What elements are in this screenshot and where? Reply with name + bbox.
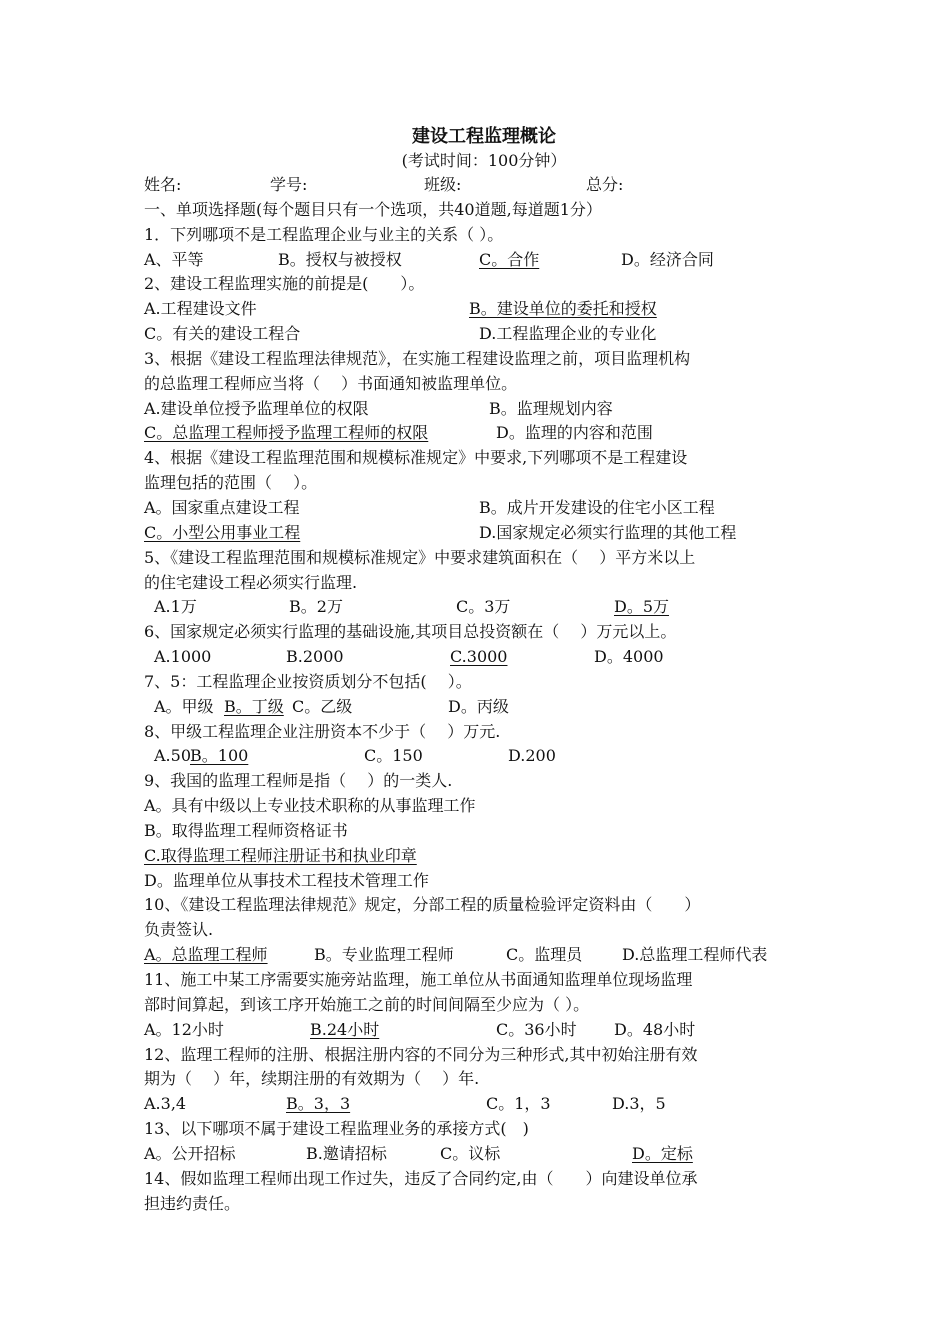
option-b-answer: B。100 <box>190 746 249 766</box>
option-d: D。丙级 <box>448 696 509 716</box>
question-4-options-row2 <box>144 521 824 546</box>
option-c-answer: C。小型公用事业工程 <box>144 522 301 542</box>
option-d: D。4000 <box>594 647 664 667</box>
question-3-options-row2 <box>144 421 824 446</box>
option-d: D.200 <box>508 746 556 766</box>
option-d: D.国家规定必须实行监理的其他工程 <box>479 522 737 542</box>
option-d: D。经济合同 <box>621 249 714 269</box>
class-label: 班级: <box>424 175 462 194</box>
question-7-stem: 7、5：工程监理企业按资质划分不包括( ）。 <box>144 671 472 691</box>
option-b: B。专业监理工程师 <box>314 945 454 965</box>
question-3-options-row1 <box>144 397 824 422</box>
option-a: A。甲级 <box>154 696 214 716</box>
option-a: A.3,4 <box>144 1094 187 1114</box>
question-14-stem-line1: 14、假如监理工程师出现工作过失，违反了合同约定,由（ ）向建设单位承 <box>144 1168 698 1188</box>
question-9-stem: 9、我国的监理工程师是指（ ）的一类人. <box>144 771 453 791</box>
question-2-options-row2 <box>144 322 824 347</box>
option-c-answer: C.3000 <box>450 647 508 667</box>
option-c-answer: C。合作 <box>479 249 540 269</box>
question-11-options <box>144 1018 824 1043</box>
option-a-answer: A。总监理工程师 <box>144 945 268 965</box>
question-4-stem-line1: 4、根据《建设工程监理范围和规模标准规定》中要求,下列哪项不是工程建设 <box>144 448 688 468</box>
exam-title: 建设工程监理概论 <box>412 126 556 147</box>
option-d: D.总监理工程师代表 <box>622 945 768 965</box>
option-c-row <box>144 844 824 869</box>
option-b: B。成片开发建设的住宅小区工程 <box>479 497 715 517</box>
student-id-label: 学号: <box>270 175 308 194</box>
student-info-row <box>144 173 824 198</box>
option-d: D。监理的内容和范围 <box>496 423 653 443</box>
question-13-stem: 13、以下哪项不属于建设工程监理业务的承接方式( ) <box>144 1119 529 1139</box>
question-1-stem: 1．下列哪项不是工程监理企业与业主的关系（ ）。 <box>144 224 504 244</box>
option-c: C。36小时 <box>496 1019 577 1039</box>
question-7-options <box>144 695 824 720</box>
question-10-options <box>144 943 824 968</box>
option-a: A.建设单位授予监理单位的权限 <box>144 398 369 418</box>
question-6-options <box>144 645 824 670</box>
option-b: B。授权与被授权 <box>278 249 402 269</box>
question-11-stem-line2: 部时间算起，到该工序开始施工之前的时间间隔至少应为（ ）。 <box>144 994 590 1014</box>
option-a: A。公开招标 <box>144 1143 236 1163</box>
option-a: A.50 <box>154 746 191 766</box>
question-4-options-row1 <box>144 496 824 521</box>
question-12-options <box>144 1092 824 1117</box>
option-c: C。有关的建设工程合 <box>144 324 301 344</box>
option-c: C。3万 <box>456 597 511 617</box>
option-c: C。乙级 <box>292 696 353 716</box>
question-11-stem-line1: 11、施工中某工序需要实施旁站监理，施工单位从书面通知监理单位现场监理 <box>144 970 693 989</box>
option-b-answer: B。丁级 <box>224 696 284 716</box>
option-d: D。48小时 <box>614 1019 696 1039</box>
question-8-stem: 8、甲级工程监理企业注册资本不少于（ ）万元. <box>144 721 501 741</box>
question-10-stem-line1: 10、《建设工程监理法律规范》规定，分部工程的质量检验评定资料由（ ） <box>144 895 701 915</box>
option-c: C。监理员 <box>506 945 583 965</box>
question-6-stem: 6、国家规定必须实行监理的基础设施,其项目总投资额在（ ）万元以上。 <box>144 622 677 642</box>
question-3-stem-line1: 3、根据《建设工程监理法律规范》，在实施工程建设监理之前，项目监理机构 <box>144 348 691 368</box>
question-2-options-row1 <box>144 297 824 322</box>
option-a: A。国家重点建设工程 <box>144 497 300 517</box>
total-score-label: 总分: <box>586 175 624 194</box>
option-b-answer: B。建设单位的委托和授权 <box>469 299 657 319</box>
option-c: C。1，3 <box>486 1094 551 1114</box>
exam-document <box>144 124 824 1216</box>
question-5-stem-line1: 5、《建设工程监理范围和规模标准规定》中要求建筑面积在（ ）平方米以上 <box>144 547 696 567</box>
question-12-stem-line1: 12、监理工程师的注册、根据注册内容的不同分为三种形式,其中初始注册有效 <box>144 1044 698 1064</box>
question-2-stem: 2、建设工程监理实施的前提是( ）。 <box>144 274 425 294</box>
section-heading: 一、单项选择题(每个题目只有一个选项，共40道题,每道题1分） <box>144 199 602 219</box>
option-a: A.1万 <box>154 597 197 617</box>
option-a: A.工程建设文件 <box>144 299 257 319</box>
question-14-stem-line2: 担违约责任。 <box>144 1193 241 1213</box>
option-b: B.邀请招标 <box>306 1143 387 1163</box>
option-b: B。监理规划内容 <box>489 398 613 418</box>
question-1-options <box>144 248 824 273</box>
option-a: A.1000 <box>154 647 212 667</box>
option-a: A、平等 <box>144 249 204 269</box>
question-5-options <box>144 595 824 620</box>
option-a: A。12小时 <box>144 1019 224 1039</box>
option-b-answer: B。3，3 <box>286 1094 351 1114</box>
option-b: B。2万 <box>289 597 343 617</box>
option-d: D.3，5 <box>612 1094 666 1114</box>
option-c-answer: C。总监理工程师授予监理工程师的权限 <box>144 423 429 443</box>
option-b-answer: B.24小时 <box>310 1019 380 1039</box>
question-10-stem-line2: 负责签认. <box>144 920 214 940</box>
option-b: B.2000 <box>286 647 344 667</box>
name-label: 姓名: <box>144 175 182 194</box>
option-d: D。监理单位从事技术工程技术管理工作 <box>144 870 429 890</box>
question-8-options <box>144 744 824 769</box>
question-5-stem-line2: 的住宅建设工程必须实行监理. <box>144 572 358 592</box>
option-d: D.工程监理企业的专业化 <box>479 324 657 344</box>
option-c: C。150 <box>364 746 423 766</box>
option-d-answer: D。定标 <box>632 1143 693 1163</box>
question-3-stem-line2: 的总监理工程师应当将（ ）书面通知被监理单位。 <box>144 373 518 393</box>
exam-duration: (考试时间：100分钟） <box>401 151 567 170</box>
option-b: B。取得监理工程师资格证书 <box>144 820 348 840</box>
question-12-stem-line2: 期为（ ）年，续期注册的有效期为（ ）年. <box>144 1069 480 1089</box>
question-13-options <box>144 1142 824 1167</box>
option-c: C。议标 <box>440 1143 501 1163</box>
option-a: A。具有中级以上专业技术职称的从事监理工作 <box>144 796 476 816</box>
question-4-stem-line2: 监理包括的范围（ ）。 <box>144 473 318 493</box>
option-d-answer: D。5万 <box>614 597 670 617</box>
option-c-answer: C.取得监理工程师注册证书和执业印章 <box>144 845 417 865</box>
